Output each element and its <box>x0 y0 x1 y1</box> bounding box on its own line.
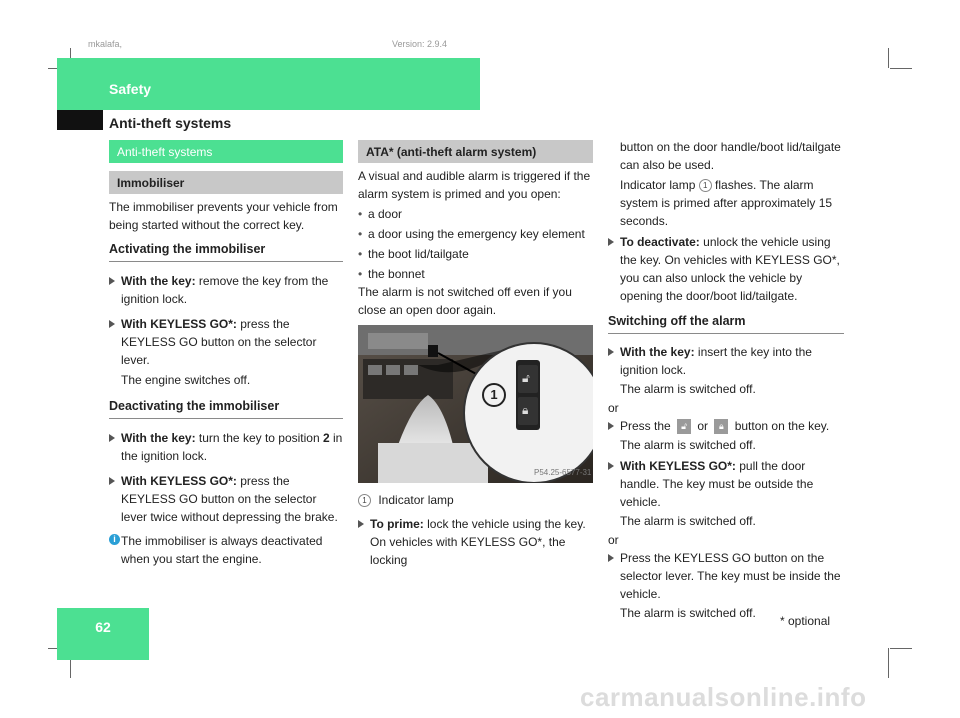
info-note: i The immobiliser is always deactivated when you start the engine. <box>109 532 343 568</box>
callout-marker: 1 <box>482 383 506 407</box>
step-activate-key: With the key: remove the key from the ignition lock. <box>109 272 343 308</box>
meta-author: mkalafa, <box>88 39 123 49</box>
indicator-note: Indicator lamp 1 flashes. The alarm system is primed after approximately 15 seconds. <box>620 178 833 228</box>
step-arrow-icon <box>608 554 614 562</box>
key-lock-icon: 🔒︎ <box>714 419 728 434</box>
meta-version: Version: 2.9.4 <box>392 39 448 49</box>
image-code: P54.25-6577-31 <box>534 468 592 477</box>
step-arrow-icon <box>109 320 115 328</box>
bullet-dot-icon: • <box>358 207 363 221</box>
legend-number: 1 <box>358 494 371 507</box>
page-number-band <box>57 608 149 660</box>
step-result: The engine switches off. <box>121 373 251 387</box>
heading-ata: ATA* (anti-theft alarm system) <box>358 140 593 163</box>
heading-immobiliser: Immobiliser <box>109 171 343 194</box>
step-arrow-icon <box>608 422 614 430</box>
step-prime: To prime: lock the vehicle using the key. On vehicles with KEYLESS GO*, the locking <box>358 515 593 569</box>
legend-item <box>358 491 593 509</box>
crop-mark <box>890 68 912 69</box>
step-switch-keyless: With KEYLESS GO*: pull the door handle. The key must be outside the vehicle. The alarm is switched off. <box>608 457 844 530</box>
page-title: Anti-theft systems <box>109 115 232 131</box>
ata-intro: A visual and audible alarm is triggered if the alarm system is primed and you open: <box>358 169 591 201</box>
step-arrow-icon <box>109 434 115 442</box>
step-switch-selector: Press the KEYLESS GO button on the selector lever. The key must be inside the vehicle. The alarm is switched off. <box>608 549 844 622</box>
step-result: The alarm is switched off. <box>620 382 756 396</box>
banner-anti-theft: Anti-theft systems <box>109 140 343 163</box>
or-separator: or <box>608 401 619 415</box>
step-result: The alarm is switched off. <box>620 438 756 452</box>
crop-mark <box>888 648 889 678</box>
ata-bullet-item: • a door using the emergency key element <box>358 227 585 241</box>
column-1 <box>109 140 343 568</box>
legend-text: Indicator lamp <box>378 493 454 507</box>
bullet-dot-icon: • <box>358 267 363 281</box>
step-arrow-icon <box>608 462 614 470</box>
crop-mark <box>890 648 912 649</box>
step-switch-button: Press the 🔓︎ or 🔒︎ button on the key. The alarm is switched off. <box>608 417 844 454</box>
section-title: Safety <box>109 81 152 97</box>
heading-deactivating: Deactivating the immobiliser <box>109 397 343 419</box>
ata-bullet-item: • a door <box>358 207 403 221</box>
bullet-dot-icon: • <box>358 227 363 241</box>
lock-icon: 🔒︎ <box>522 403 529 417</box>
page-number: 62 <box>95 619 111 635</box>
optional-note: * optional <box>780 614 831 628</box>
key-unlock-icon: 🔓︎ <box>677 419 691 434</box>
step-activate-keyless: With KEYLESS GO*: press the KEYLESS GO button on the selector lever. The engine switches off. <box>109 315 343 389</box>
header-black-tab <box>57 110 103 130</box>
heading-activating: Activating the immobiliser <box>109 240 343 262</box>
crop-mark <box>888 48 889 68</box>
step-arrow-icon <box>608 348 614 356</box>
step-arrow-icon <box>608 238 614 246</box>
ata-after: The alarm is not switched off even if you close an open door again. <box>358 285 572 317</box>
immobiliser-intro: The immobiliser prevents your vehicle from being started without the correct key. <box>109 200 338 232</box>
step-arrow-icon <box>358 520 364 528</box>
step-deactivate-keyless: With KEYLESS GO*: press the KEYLESS GO button on the selector lever twice without depressing the brake. <box>109 472 343 526</box>
ata-bullet-item: • the bonnet <box>358 267 425 281</box>
step-deactivate-key: With the key: turn the key to position 2 in the ignition lock. <box>109 429 343 465</box>
step-result: The alarm is switched off. <box>620 514 756 528</box>
unlock-icon: 🔓︎ <box>522 371 530 385</box>
step-switch-key: With the key: insert the key into the ignition lock. The alarm is switched off. <box>608 343 844 398</box>
column-2 <box>358 140 593 569</box>
ata-bullet-list <box>358 205 593 283</box>
prime-continued: button on the door handle/boot lid/tailgate can also be used. <box>620 140 841 172</box>
or-separator: or <box>608 533 619 547</box>
step-deactivate-alarm: To deactivate: unlock the vehicle using the key. On vehicles with KEYLESS GO*, you can also unlock the vehicle by opening the door/boot lid/tailgate. <box>608 233 844 305</box>
step-arrow-icon <box>109 277 115 285</box>
lamp-number: 1 <box>699 179 712 192</box>
info-icon: i <box>109 534 120 545</box>
console-illustration <box>358 325 593 483</box>
bullet-dot-icon: • <box>358 247 363 261</box>
section-band <box>57 58 480 110</box>
heading-switching-off: Switching off the alarm <box>608 312 844 334</box>
column-3 <box>608 138 844 622</box>
watermark: carmanualsonline.info <box>580 682 867 712</box>
step-result: The alarm is switched off. <box>620 606 756 620</box>
step-arrow-icon <box>109 477 115 485</box>
console-svg <box>358 325 593 483</box>
ata-bullet-item: • the boot lid/tailgate <box>358 247 469 261</box>
